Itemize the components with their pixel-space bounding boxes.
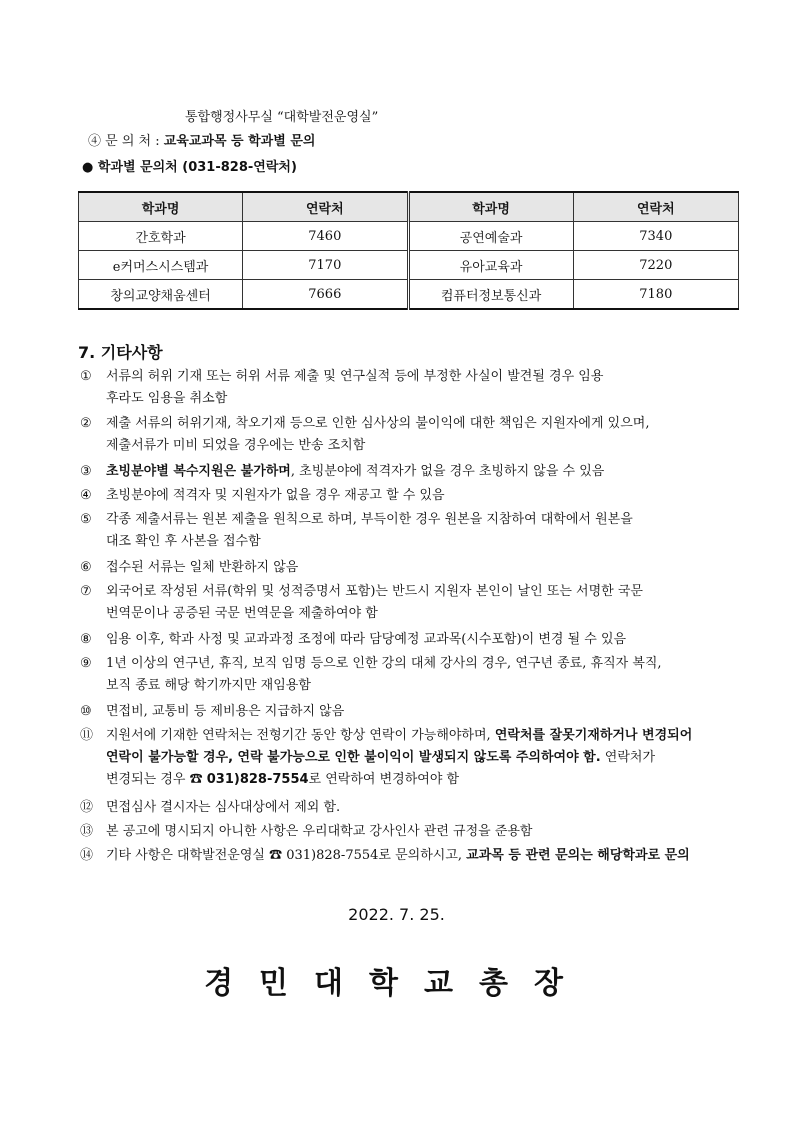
item-text-part: 지원서에 기재한 연락처는 전형기간 동안 항상 연락이 가능해야하며, bbox=[106, 728, 495, 743]
notice-date: 2022. 7. 25. bbox=[348, 905, 445, 924]
list-item bbox=[80, 725, 740, 791]
item-text: 접수된 서류는 일체 반환하지 않음 bbox=[106, 560, 299, 575]
table-header-row bbox=[79, 192, 739, 222]
inquiry-bold: 교육교과목 등 학과별 문의 bbox=[163, 134, 316, 149]
item-text: 제출서류가 미비 되었을 경우에는 반송 조치함 bbox=[106, 438, 366, 453]
item-text: 면접비, 교통비 등 제비용은 지급하지 않음 bbox=[106, 704, 345, 719]
table-row bbox=[79, 251, 739, 280]
item-text bbox=[106, 461, 740, 483]
dept-cell: 간호학과 bbox=[79, 222, 243, 251]
item-text-part: 연락처가 bbox=[600, 750, 656, 765]
table-row bbox=[79, 222, 739, 251]
contact-cell: 7170 bbox=[243, 251, 408, 280]
list-item bbox=[80, 653, 740, 697]
university-president-signature: 경민대학교총장 bbox=[204, 966, 589, 1001]
item-text: 면접심사 결시자는 심사대상에서 제외 함. bbox=[106, 800, 341, 815]
contact-cell: 7460 bbox=[243, 222, 408, 251]
item-number: ④ bbox=[80, 488, 92, 503]
header-contact: 연락처 bbox=[243, 192, 408, 222]
office-line: 통합행정사무실 “대학발전운영실” bbox=[185, 110, 379, 125]
item-text: 후라도 임용을 취소함 bbox=[106, 391, 228, 406]
item-number: ⑫ bbox=[80, 800, 94, 815]
contact-cell: 7180 bbox=[573, 280, 738, 310]
list-item bbox=[80, 461, 740, 483]
item-number: ② bbox=[80, 416, 92, 431]
item-text: 초빙분야에 적격자 및 지원자가 없을 경우 재공고 할 수 있음 bbox=[106, 488, 445, 503]
item-text-part: 변경되는 경우 ☎ bbox=[106, 772, 207, 787]
contact-cell: 7340 bbox=[573, 222, 738, 251]
item-number: ⑥ bbox=[80, 560, 92, 575]
dept-cell: e커머스시스템과 bbox=[79, 251, 243, 280]
inquiry-prefix: ④ 문 의 처 : bbox=[88, 134, 164, 149]
dept-cell: 유아교육과 bbox=[408, 251, 573, 280]
item-text: 임용 이후, 학과 사정 및 교과과정 조정에 따라 담당예정 교과목(시수포함)이 변경 될 수 있음 bbox=[106, 632, 627, 647]
item-number: ⑧ bbox=[80, 632, 92, 647]
item-number: ⑬ bbox=[80, 824, 94, 839]
phone-number: 031)828-7554 bbox=[206, 772, 309, 787]
list-item bbox=[80, 413, 740, 457]
list-item bbox=[80, 701, 740, 723]
item-text-part: 기타 사항은 대학발전운영실 ☎ 031)828-7554로 문의하시고, bbox=[106, 848, 467, 863]
dept-cell: 창의교양채움센터 bbox=[79, 280, 243, 310]
list-item bbox=[80, 485, 740, 507]
item-text: 대조 확인 후 사본을 접수함 bbox=[106, 534, 261, 549]
dept-cell: 공연예술과 bbox=[408, 222, 573, 251]
item-text: 1년 이상의 연구년, 휴직, 보직 임명 등으로 인한 강의 대체 강사의 경우, 연구년 종료, 휴직자 복직, bbox=[106, 656, 662, 671]
item-bold-text: 교과목 등 관련 문의는 해당학과로 문의 bbox=[466, 848, 690, 863]
table-row bbox=[79, 280, 739, 310]
item-number: ③ bbox=[80, 464, 92, 479]
item-bold-text: 연락이 불가능할 경우, 연락 불가능으로 인한 불이익이 발생되지 않도록 주의하여야 함. bbox=[106, 750, 601, 765]
item-number: ⑨ bbox=[80, 656, 92, 671]
item-text bbox=[106, 747, 740, 769]
department-contact-table bbox=[78, 191, 739, 310]
list-item bbox=[80, 629, 740, 651]
section-title: 7. 기타사항 bbox=[78, 343, 163, 362]
item-text: 서류의 허위 기재 또는 허위 서류 제출 및 연구실적 등에 부정한 사실이 발견될 경우 임용 bbox=[106, 369, 604, 384]
item-text: 본 공고에 명시되지 아니한 사항은 우리대학교 강사인사 관련 규정을 준용함 bbox=[106, 824, 533, 839]
item-rest-text: , 초빙분야에 적격자가 없을 경우 초빙하지 않을 수 있음 bbox=[290, 464, 605, 479]
item-bold-text: 연락처를 잘못기재하거나 변경되어 bbox=[494, 728, 693, 743]
dept-contact-title: ● 학과별 문의처 (031-828-연락처) bbox=[82, 160, 297, 175]
header-dept: 학과명 bbox=[408, 192, 573, 222]
item-text bbox=[106, 845, 740, 867]
item-text: 외국어로 작성된 서류(학위 및 성적증명서 포함)는 반드시 지원자 본인이 날인 또는 서명한 국문 bbox=[106, 584, 643, 599]
item-text bbox=[106, 725, 740, 747]
item-text-part: 로 연락하여 변경하여야 함 bbox=[308, 772, 460, 787]
item-number: ⑭ bbox=[80, 848, 94, 863]
contact-cell: 7220 bbox=[573, 251, 738, 280]
dept-cell: 컴퓨터정보통신과 bbox=[408, 280, 573, 310]
list-item bbox=[80, 845, 740, 867]
item-number: ⑤ bbox=[80, 512, 92, 527]
list-item bbox=[80, 366, 740, 410]
list-item bbox=[80, 821, 740, 843]
item-text bbox=[106, 769, 740, 791]
item-bold-text: 초빙분야별 복수지원은 불가하며 bbox=[106, 464, 291, 479]
item-number: ⑪ bbox=[80, 728, 94, 743]
item-number: ⑦ bbox=[80, 584, 92, 599]
item-text: 제출 서류의 허위기재, 착오기재 등으로 인한 심사상의 불이익에 대한 책임은 지원자에게 있으며, bbox=[106, 416, 650, 431]
list-item bbox=[80, 581, 740, 625]
item-number: ⑩ bbox=[80, 704, 92, 719]
list-item bbox=[80, 509, 740, 553]
list-item bbox=[80, 557, 740, 579]
item-text: 각종 제출서류는 원본 제출을 원칙으로 하며, 부득이한 경우 원본을 지참하여 대학에서 원본을 bbox=[106, 512, 633, 527]
item-text: 보직 종료 해당 학기까지만 재임용함 bbox=[106, 678, 311, 693]
inquiry-line bbox=[88, 132, 315, 152]
header-dept: 학과명 bbox=[79, 192, 243, 222]
item-text: 번역문이나 공증된 국문 번역문을 제출하여야 함 bbox=[106, 606, 378, 621]
list-item bbox=[80, 797, 740, 819]
header-contact: 연락처 bbox=[573, 192, 738, 222]
contact-cell: 7666 bbox=[243, 280, 408, 310]
item-number: ① bbox=[80, 369, 92, 384]
